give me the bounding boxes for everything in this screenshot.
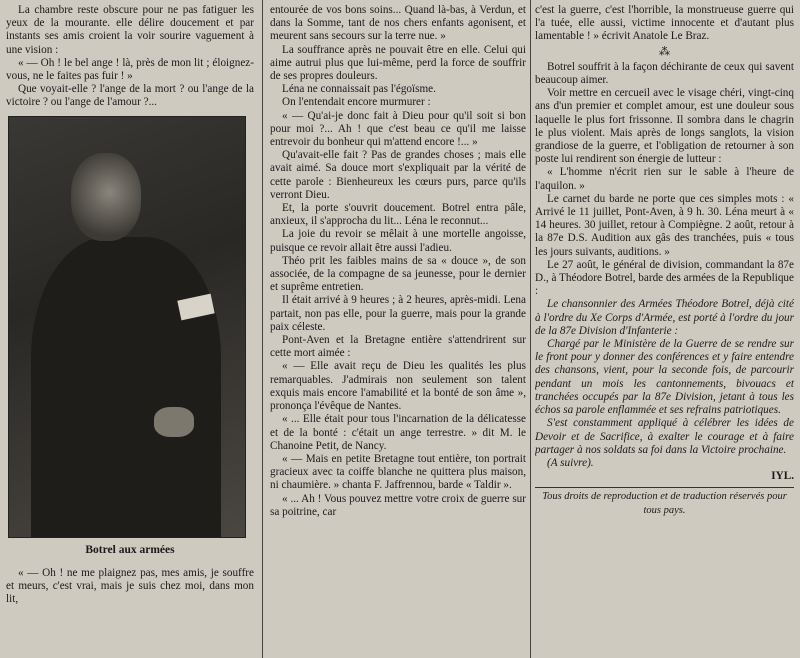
section-break: ⁂ xyxy=(659,45,670,58)
paragraph: Qu'avait-elle fait ? Pas de grandes choses ; mais elle avait aimé. Sa douce mort s'expliquait par la vérité de cette parole : Bienheureux les cœurs purs, parce qu'ils verront Dieu. xyxy=(270,149,526,201)
citation-paragraph: S'est constamment appliqué à célébrer les idées de Devoir et de Sacrifice, à exalter le courage et à faire partager à nos soldats sa foi dans la Victoire prochaine. xyxy=(535,417,794,456)
column-rule xyxy=(530,0,531,658)
paragraph: c'est la guerre, c'est l'horrible, la monstrueuse guerre qui l'a tuée, elle aussi, victime innocente et d'autant plus lamentable ! » écrivit Anatole Le Braz. xyxy=(535,4,794,43)
rights-notice: Tous droits de reproduction et de traduction réservés pour tous pays. xyxy=(542,491,787,516)
paragraph: Que voyait-elle ? l'ange de la mort ? ou l'ange de la victoire ? ou l'ange de l'amour ?... xyxy=(6,83,254,109)
citation-paragraph: Le chansonnier des Armées Théodore Botrel, déjà cité à l'ordre du Xe Corps d'Armée, est porté à l'ordre du jour de la 87e Division d'Infanterie : xyxy=(535,298,794,337)
paragraph: On l'entendait encore murmurer : xyxy=(282,96,431,109)
paragraph: Théo prit les faibles mains de sa « douce », de son associée, de la compagne de sa jeunesse, pour le dernier et suprême entretien. xyxy=(270,254,526,294)
paragraph: Le carnet du barde ne porte que ces simples mots : « Arrivé le 11 juillet, Pont-Aven, à 9 h. 30. Léna meurt à « 14 heures. 30 juillet, retour à Compiègne. 2 août, retour à la 87e D.S. Audition aux gâs des tranchées, puis « tous les jours suivants, auditions. » xyxy=(535,192,794,258)
paragraph: Botrel souffrit à la façon déchirante de ceux qui savent beaucoup aimer. xyxy=(535,60,794,87)
paragraph: Pont-Aven et la Bretagne entière s'attendrirent sur cette mort aimée : xyxy=(270,334,526,360)
column-3 xyxy=(535,4,794,658)
paragraph: « ... Ah ! Vous pouvez mettre votre croix de guerre sur sa poitrine, car xyxy=(270,492,526,518)
paragraph: Il était arrivé à 9 heures ; à 2 heures, après-midi. Lena partait, non pas elle, pour la guerre, mais pour la grande paix céleste. xyxy=(270,294,526,333)
citation-paragraph: Chargé par le Ministère de la Guerre de se rendre sur le front pour y donner des conférences et y faire entendre des chansons, vient, pour la seconde fois, de parcourir pendant un mois les cantonnements, bivouacs et tranchées occupés par la 87e Division, jetant à tous les échos sa parole enflammée et ses refrains patriotiques. xyxy=(535,338,794,417)
paragraph: « — Oh ! ne me plaignez pas, mes amis, je souffre et meurs, c'est vrai, mais je suis chez moi, dans mon lit, xyxy=(6,566,254,606)
paragraph: « — Elle avait reçu de Dieu les qualités les plus remarquables. J'admirais non seulement son talent exquis mais encore l'amabilité et la bonté de son âme », prononça l'évêque de Nantes. xyxy=(270,360,526,413)
paragraph: La chambre reste obscure pour ne pas fatiguer les yeux de la mourante. elle délire doucement et par instants ses amis croient la voir sourire vaguement à une vision : xyxy=(6,4,254,56)
paragraph: Voir mettre en cercueil avec le visage chéri, vingt-cinq ans d'un premier et complet amour, est une douleur sous laquelle le plus fort frissonne. Il sombra dans le chagrin le plus violent. Mais après de longs sanglots, la vision grandiose de la guerre, et l'obligation de retourner à son poste lui rendirent son énergie de lutteur : xyxy=(535,87,794,166)
botrel-photo xyxy=(8,116,246,538)
paragraph: « — Mais en petite Bretagne tout entière, ton portrait gracieux avec ta coiffe blanche ne quittera plus maison, ni chaumière. » chanta F. Jaffrennou, barde « Taldir ». xyxy=(270,452,526,492)
paragraph: Léna ne connaissait pas l'égoïsme. xyxy=(282,83,436,96)
paragraph: « — Qu'ai-je donc fait à Dieu pour qu'il soit si bon pour moi ?... Ah ! que c'est beau ce qu'il me laisse entrevoir du bonheur qui m'attend encore !... » xyxy=(270,109,526,149)
paragraph: Le 27 août, le général de division, commandant la 87e D., à Théodore Botrel, barde des armées de la Republique : xyxy=(535,258,794,298)
column-2 xyxy=(270,4,526,658)
paragraph: Et, la porte s'ouvrit doucement. Botrel entra pâle, anxieux, il s'approcha du lit... Léna le reconnut... xyxy=(270,202,526,228)
paragraph: entourée de vos bons soins... Quand là-bas, à Verdun, et dans la Somme, tant de nos chers enfants agonisent, et meurent sans secours sur la terre nue. » xyxy=(270,4,526,43)
paragraph: « ... Elle était pour tous l'incarnation de la délicatesse et de la bonté : c'était un ange terrestre. » dit M. le Chanoine Petit, de Nancy. xyxy=(270,413,526,452)
to-be-continued: (A suivre). xyxy=(547,456,594,469)
paragraph: La joie du revoir se mêlait à une mortelle angoisse, puisque ce revoir allait être aussi l'adieu. xyxy=(270,228,526,254)
paragraph: La souffrance après ne pouvait être en elle. Celui qui aime autrui plus que lui-même, perd la force de souffrir de ses propres douleurs. xyxy=(270,43,526,83)
paragraph: « L'homme n'écrit rien sur le sable à l'heure de l'aquilon. » xyxy=(535,166,794,192)
paragraph: « — Oh ! le bel ange ! là, près de mon lit ; éloignez-vous, ne le faites pas fuir ! » xyxy=(6,56,254,83)
column-rule xyxy=(262,0,263,658)
divider xyxy=(535,487,794,488)
photo-caption: Botrel aux armées xyxy=(85,543,175,556)
signature: IYL. xyxy=(771,470,794,483)
column-1 xyxy=(6,4,254,658)
